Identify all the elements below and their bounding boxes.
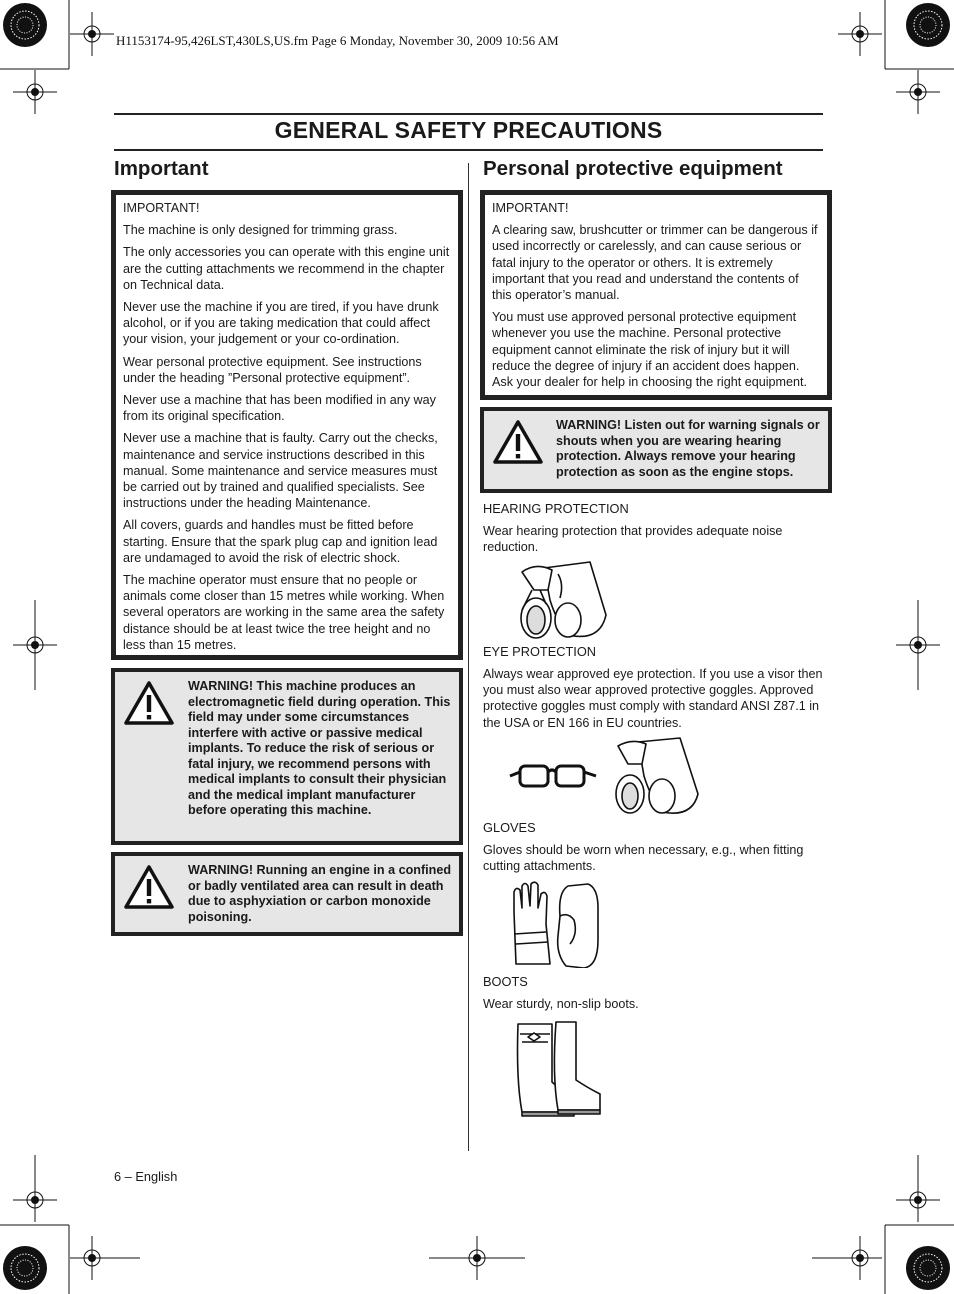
paragraph: Never use a machine that has been modified in any way from its original specification. bbox=[123, 393, 436, 424]
warning-box-carbon-monoxide bbox=[111, 852, 463, 936]
warning-box-electromagnetic bbox=[111, 668, 463, 845]
title-rule-bottom bbox=[114, 149, 823, 151]
warning-text: WARNING! Running an engine in a confined or badly ventilated area can result in death due to asphyxiation or carbon monoxide poisoning. bbox=[188, 863, 452, 924]
column-divider bbox=[468, 163, 469, 1151]
warning-triangle-icon bbox=[123, 864, 175, 910]
paragraph: A clearing saw, brushcutter or trimmer can be dangerous if used incorrectly or carelessly, and can cause serious or fatal injury to the operator or others. It is extremely important that you read and understand the contents of this operator’s manual. bbox=[492, 223, 818, 303]
boots-icon bbox=[512, 1020, 604, 1118]
paragraph: You must use approved personal protective equipment whenever you use the machine. Personal protective equipment cannot eliminate the risk of injury but it will reduce the degree of injury if an accident does happen. Ask your dealer for help in choosing the right equipment. bbox=[492, 310, 808, 390]
boots-text: Wear sturdy, non-slip boots. bbox=[483, 997, 639, 1011]
warning-triangle-icon bbox=[492, 419, 544, 465]
file-header: H1153174-95,426LST,430LS,US.fm Page 6 Monday, November 30, 2009 10:56 AM bbox=[116, 33, 559, 48]
ear-protection-icon bbox=[510, 560, 610, 642]
warning-text: WARNING! This machine produces an electromagnetic field during operation. This field may under some circumstances interfere with active or passive medical implants. To reduce the risk of serious or fatal injury, we recommend persons with medical implants to consult their physician and the medical implant manufacturer before operating this machine. bbox=[188, 679, 451, 817]
eye-label: EYE PROTECTION bbox=[483, 644, 597, 659]
important-heading: Important bbox=[114, 157, 209, 180]
ppe-important-box bbox=[480, 190, 832, 400]
goggles-icon bbox=[508, 760, 598, 792]
gloves-text: Gloves should be worn when necessary, e.g., when fitting cutting attachments. bbox=[483, 843, 804, 874]
gloves-icon bbox=[508, 880, 604, 968]
ppe-heading: Personal protective equipment bbox=[483, 157, 783, 180]
page-title: GENERAL SAFETY PRECAUTIONS bbox=[274, 117, 663, 143]
gloves-label: GLOVES bbox=[483, 820, 536, 835]
boots-label: BOOTS bbox=[483, 974, 528, 989]
hearing-label: HEARING PROTECTION bbox=[483, 501, 629, 516]
warning-box-hearing bbox=[480, 407, 832, 493]
eye-text: Always wear approved eye protection. If you use a visor then you must also wear approved protective goggles. Approved protective goggles must comply with standard ANSI Z87.1 in the USA or EN 166 in EU countries. bbox=[483, 667, 823, 730]
paragraph: Never use a machine that is faulty. Carry out the checks, maintenance and service instructions described in this manual. Some maintenance and service measures must be carried out by trained and qualified specialists. See instructions under the heading Maintenance. bbox=[123, 431, 438, 511]
paragraph: Wear personal protective equipment. See instructions under the heading ”Personal protective equipment”. bbox=[123, 354, 422, 385]
paragraph: All covers, guards and handles must be fitted before starting. Ensure that the spark plug cap and ignition lead are undamaged to avoid the risk of electric shock. bbox=[123, 518, 438, 565]
warning-triangle-icon bbox=[123, 680, 175, 726]
important-label: IMPORTANT! bbox=[123, 201, 200, 215]
visor-icon bbox=[608, 736, 700, 818]
paragraph: The only accessories you can operate with this engine unit are the cutting attachments we recommend in the chapter on Technical data. bbox=[123, 245, 450, 292]
paragraph: The machine is only designed for trimming grass. bbox=[123, 223, 398, 238]
title-rule-top bbox=[114, 113, 823, 115]
paragraph: Never use the machine if you are tired, if you have drunk alcohol, or if you are taking medication that could affect your vision, your judgement or your co-ordination. bbox=[123, 300, 439, 347]
warning-text: WARNING! Listen out for warning signals or shouts when you are wearing hearing protection. Always remove your hearing protection as soon as the engine stops. bbox=[556, 418, 820, 479]
page-footer: 6 – English bbox=[114, 1169, 178, 1184]
paragraph: The machine operator must ensure that no people or animals come closer than 15 metres while working. When several operators are working in the same area the safety distance should be at least twice the tree height and no less than 15 metres. bbox=[123, 573, 445, 652]
important-box bbox=[111, 190, 463, 660]
hearing-text: Wear hearing protection that provides adequate noise reduction. bbox=[483, 524, 783, 555]
important-label: IMPORTANT! bbox=[492, 201, 569, 215]
